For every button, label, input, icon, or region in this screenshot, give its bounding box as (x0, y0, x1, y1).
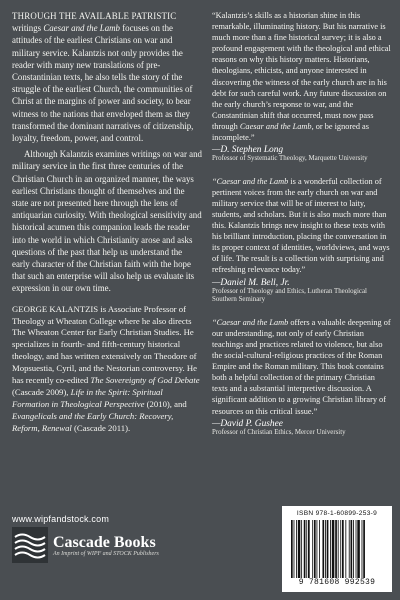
barcode-block (282, 506, 392, 592)
author-bio-text: (Cascade 2009), (12, 387, 71, 398)
barcode-bars (287, 520, 387, 578)
barcode-bar (363, 520, 365, 578)
barcode-bar (332, 520, 335, 578)
publisher-logo (12, 527, 182, 563)
barcode-bar (357, 520, 360, 578)
left-column (12, 10, 202, 435)
barcode-bar (322, 520, 324, 578)
author-name: GEORGE KALANTZIS (12, 303, 99, 314)
endorser-title: Professor of Systematic Theology, Marquette University (212, 155, 368, 163)
barcode-bar (296, 520, 297, 578)
barcode-bar (349, 520, 350, 578)
endorsement (212, 317, 392, 437)
barcode-bar (298, 520, 301, 578)
barcode-bar (319, 520, 320, 578)
book-title: Evangelicals and the Early Church: Recovery, Reform, Renewal (12, 410, 174, 433)
book-title: Life in the Spirit: Spiritual Formation in Theological Perspective (12, 387, 163, 409)
description-paragraph-1 (12, 10, 202, 144)
description-text: focuses on the attitudes of the earliest Christians on war and military service. Kalantzis not only provides the reader with many new translations of pre-Constantinian texts, he also tells the story of the struggle of the earliest Church, the communities of Christ at the margins of power and society, to bear witness to the nations that enveloped them as they transformed the dominant narratives of citizenship, loyalty, freedom, power, and control. (12, 23, 194, 144)
publisher-name: Cascade Books (53, 533, 156, 551)
barcode-bar (308, 520, 310, 578)
barcode-bar (312, 520, 313, 578)
isbn-text: ISBN 978-1-60899-253-9 (296, 510, 378, 517)
quote-text: , or be ignored as incomplete.” (212, 121, 369, 143)
endorsements-column (212, 10, 392, 449)
author-bio (12, 304, 202, 435)
barcode-bar (345, 520, 346, 578)
description-text: Although Kalantzis examines writings on war and military service in the first three centuries of the Christian Church in an organized manner, the ways earliest Christians thought of themselves and the state are not presented here through the lens of antiquarian curiosity. With theological sensitivity and historical acumen this companion leads the reader into the world in which Christianity arose and asks questions of the past that help us understand the early character of the Christian faith with the hope that such an enterprise will also help us evaluate its expression in our own time. (12, 149, 202, 294)
barcode-bar (351, 520, 353, 578)
author-bio-text: (Cascade 2011). (71, 422, 131, 433)
author-bio-text: is Associate Professor of Theology at Wheaton College where he also directs The Wheaton Center for Early Christian Studies. He specializes in fourth- and fifth-century historical theology, and has written extensively on Theodore of Mopsuestia, Cyril, and the Nestorian controversy. He has recently co-edited (12, 303, 197, 386)
author-bio-text: (2010), and (144, 398, 187, 409)
barcode-bar (314, 520, 316, 578)
wave-lines-icon (12, 527, 48, 563)
endorsement-text (212, 176, 392, 276)
quote-text: is a wonderful collection of pertinent voices from the early church on war and military service that will be of interest to laity, students, and scholars. But it is also much more than this. Kalantzis brings new insight to these texts with his brilliant introduction, placing the conversation in its proper context of identities, worldviews, and ways of life. The result is a collection with surprising and refreshing relevance today.” (212, 176, 390, 275)
barcode-bar (362, 520, 363, 578)
publisher-url: www.wipfandstock.com (12, 514, 110, 524)
barcode-bar (291, 520, 293, 578)
barcode-bar (325, 520, 326, 578)
barcode-bar (335, 520, 337, 578)
barcode-bar (330, 520, 331, 578)
barcode-bar (317, 520, 318, 578)
barcode-bar (356, 520, 357, 578)
barcode-bar (353, 520, 354, 578)
endorser-name: —D. Stephen Long (212, 145, 284, 156)
barcode-bar (340, 520, 341, 578)
barcode-bar (306, 520, 307, 578)
endorsement-text (212, 317, 392, 417)
endorsement (212, 176, 392, 305)
book-title: Caesar and the Lamb (239, 121, 312, 131)
barcode-bar (342, 520, 344, 578)
description-lead-caps: THROUGH THE AVAILABLE PATRISTIC (12, 11, 177, 21)
book-title: “Caesar and the Lamb (212, 176, 289, 186)
barcode-bar (301, 520, 302, 578)
endorser-title: Professor of Christian Ethics, Mercer University (212, 428, 346, 436)
ean-number: 9 781608 992539 (298, 578, 376, 587)
book-title: Caesar and the Lamb (43, 23, 120, 34)
quote-text: “Kalantzis’s skills as a historian shine in this remarkable, illuminating history. But his narrative is much more than a fine historical survey; it is also a profound engagement with the theological and ethical reasons on why this history matters. Historians, theologians, ethicists, and anyone interested in discovering the witness of the early church are in his debt for such careful work. Any future discussion on the early church’s response to war, and the Constantinian shift that occurred, must now pass through (212, 11, 391, 131)
book-title: “Caesar and the Lamb (212, 317, 289, 327)
endorsement-text (212, 10, 392, 143)
barcode-bar (304, 520, 306, 578)
endorser-name: —David P. Gushee (212, 418, 283, 429)
publisher-text (53, 534, 159, 557)
quote-text: offers a valuable deepening of our understanding, not only of early Christian teachings and practices related to violence, but also the social-cultural-religious practices of the Roman Empire and the Roman military. This book contains both a helpful collection of the primary Christian texts and a substantial interpretive discussion. A significant addition to a growing Christian library of resources on this critical issue.” (212, 317, 391, 416)
publisher-tagline: An Imprint of WIPF and STOCK Publishers (53, 550, 159, 557)
description-paragraph-2 (12, 148, 202, 294)
barcode-bar (294, 520, 295, 578)
book-title: The Sovereignty of God Debate (90, 375, 200, 386)
description-text: writings (12, 23, 44, 34)
barcode-bar (338, 520, 339, 578)
endorser-name: —Daniel M. Bell, Jr. (212, 277, 290, 288)
barcode-bar (327, 520, 329, 578)
endorser-title: Professor of Theology and Ethics, Lutheran Theological Southern Seminary (212, 287, 367, 304)
endorsement (212, 10, 392, 164)
